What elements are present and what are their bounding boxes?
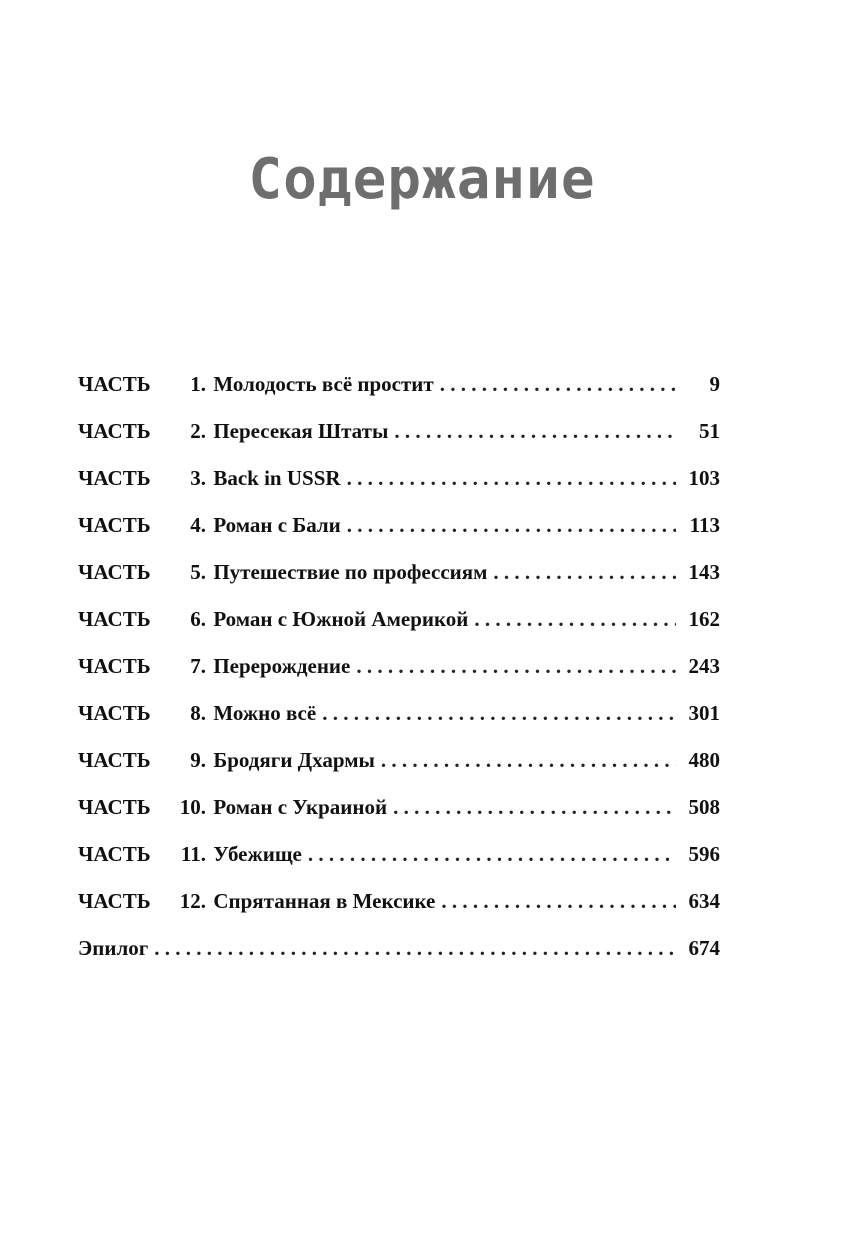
page-number: 674 bbox=[688, 936, 720, 960]
part-label: ЧАСТЬ bbox=[78, 842, 151, 866]
page-number: 480 bbox=[688, 748, 720, 772]
toc-entry-part-12[interactable] bbox=[78, 881, 720, 928]
dot-leader bbox=[393, 787, 676, 827]
part-label: ЧАСТЬ bbox=[78, 748, 151, 772]
toc-entry-part-8[interactable] bbox=[78, 693, 720, 740]
toc-entry-part-6[interactable] bbox=[78, 599, 720, 646]
part-title: Роман с Южной Америкой bbox=[213, 607, 469, 631]
dot-leader bbox=[308, 834, 676, 874]
part-number: 7. bbox=[190, 654, 206, 678]
part-title: Молодость всё простит bbox=[213, 372, 434, 396]
part-number: 10. bbox=[179, 795, 206, 819]
part-label: ЧАСТЬ bbox=[78, 466, 151, 490]
page-number: 9 bbox=[709, 372, 720, 396]
page-number: 596 bbox=[688, 842, 720, 866]
toc-entry-part-5[interactable] bbox=[78, 552, 720, 599]
toc-entry-part-2[interactable] bbox=[78, 411, 720, 458]
part-number: 8. bbox=[190, 701, 206, 725]
dot-leader bbox=[493, 552, 676, 592]
toc-entry-part-4[interactable] bbox=[78, 505, 720, 552]
part-title: Роман с Бали bbox=[213, 513, 341, 537]
page-title: Содержание bbox=[248, 146, 596, 212]
part-number: 2. bbox=[190, 419, 206, 443]
dot-leader bbox=[356, 646, 676, 686]
part-label: ЧАСТЬ bbox=[78, 889, 151, 913]
part-number: 11. bbox=[180, 842, 206, 866]
table-of-contents bbox=[78, 364, 720, 975]
dot-leader bbox=[347, 505, 676, 545]
dot-leader bbox=[154, 928, 676, 968]
part-number: 1. bbox=[190, 372, 206, 396]
page-number: 143 bbox=[688, 560, 720, 584]
toc-entry-part-3[interactable] bbox=[78, 458, 720, 505]
part-label: ЧАСТЬ bbox=[78, 654, 151, 678]
part-label: ЧАСТЬ bbox=[78, 372, 151, 396]
part-number: 6. bbox=[190, 607, 206, 631]
toc-entry-part-9[interactable] bbox=[78, 740, 720, 787]
part-number: 3. bbox=[190, 466, 206, 490]
page-number: 301 bbox=[688, 701, 720, 725]
page-number: 113 bbox=[689, 513, 720, 537]
toc-entry-part-10[interactable] bbox=[78, 787, 720, 834]
part-title: Убежище bbox=[213, 842, 302, 866]
dot-leader bbox=[347, 458, 676, 498]
part-title: Можно всё bbox=[213, 701, 317, 725]
page-number: 634 bbox=[688, 889, 720, 913]
dot-leader bbox=[440, 364, 676, 404]
part-label: ЧАСТЬ bbox=[78, 607, 151, 631]
page-number: 243 bbox=[688, 654, 720, 678]
toc-entry-part-11[interactable] bbox=[78, 834, 720, 881]
part-title: Роман с Украиной bbox=[213, 795, 388, 819]
part-label: ЧАСТЬ bbox=[78, 560, 151, 584]
part-number: 9. bbox=[190, 748, 206, 772]
dot-leader bbox=[394, 411, 676, 451]
epilogue-title: Эпилог bbox=[78, 936, 149, 960]
part-title: Спрятанная в Мексике bbox=[213, 889, 436, 913]
part-title: Пересекая Штаты bbox=[213, 419, 389, 443]
part-title: Back in USSR bbox=[213, 466, 341, 490]
part-title: Путешествие по профессиям bbox=[213, 560, 488, 584]
part-label: ЧАСТЬ bbox=[78, 795, 151, 819]
part-title: Бродяги Дхармы bbox=[213, 748, 375, 772]
page-number: 162 bbox=[688, 607, 720, 631]
dot-leader bbox=[441, 881, 676, 921]
toc-entry-epilogue[interactable] bbox=[78, 928, 720, 975]
toc-entry-part-7[interactable] bbox=[78, 646, 720, 693]
part-number: 12. bbox=[179, 889, 206, 913]
part-label: ЧАСТЬ bbox=[78, 419, 151, 443]
part-label: ЧАСТЬ bbox=[78, 513, 151, 537]
page-number: 508 bbox=[688, 795, 720, 819]
dot-leader bbox=[322, 693, 676, 733]
page-number: 103 bbox=[688, 466, 720, 490]
part-title: Перерождение bbox=[213, 654, 351, 678]
part-number: 5. bbox=[190, 560, 206, 584]
toc-entry-part-1[interactable] bbox=[78, 364, 720, 411]
part-number: 4. bbox=[190, 513, 206, 537]
dot-leader bbox=[381, 740, 676, 780]
part-label: ЧАСТЬ bbox=[78, 701, 151, 725]
dot-leader bbox=[474, 599, 676, 639]
page-number: 51 bbox=[699, 419, 720, 443]
